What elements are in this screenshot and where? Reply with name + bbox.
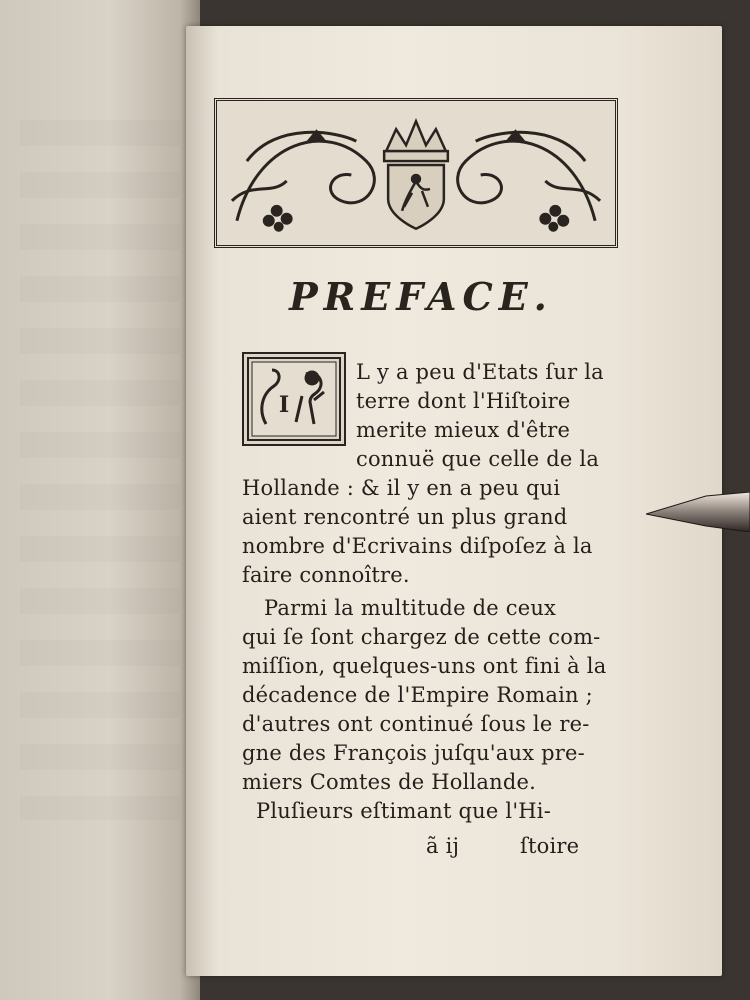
page-title: PREFACE. bbox=[289, 274, 553, 319]
left-page bbox=[0, 0, 200, 1000]
metal-pointer-icon bbox=[646, 492, 750, 532]
text-line: Pluſieurs eſtimant que l'Hi- bbox=[256, 799, 552, 823]
text-line: miers Comtes de Hollande. bbox=[242, 770, 537, 794]
text-line: merite mieux d'être bbox=[356, 418, 571, 442]
text-line: miſſion, quelques-uns ont fini à la bbox=[242, 654, 607, 678]
text-line: qui ſe ſont chargez de cette com- bbox=[242, 625, 601, 649]
decorated-initial bbox=[242, 352, 346, 446]
right-page bbox=[186, 26, 722, 976]
signature-mark: ã ij bbox=[426, 834, 460, 858]
ornamental-headpiece bbox=[214, 98, 618, 248]
text-line: nombre d'Ecrivains diſpoſez à la bbox=[242, 534, 593, 558]
show-through-text bbox=[20, 120, 180, 820]
text-line: connuë que celle de la bbox=[356, 447, 600, 471]
text-line: aient rencontré un plus grand bbox=[242, 505, 568, 529]
crown-shield-ornament-icon bbox=[217, 101, 615, 245]
text-line: d'autres ont continué ſous le re- bbox=[242, 712, 590, 736]
text-line: décadence de l'Empire Romain ; bbox=[242, 683, 593, 707]
text-line: Parmi la multitude de ceux bbox=[264, 596, 557, 620]
initial-letter: I bbox=[278, 392, 290, 418]
text-line: terre dont l'Hiſtoire bbox=[356, 389, 571, 413]
lion-initial-icon bbox=[244, 354, 344, 444]
text-line: gne des François juſqu'aux pre- bbox=[242, 741, 585, 765]
text-line: L y a peu d'Etats ſur la bbox=[356, 360, 604, 384]
text-line: Hollande : & il y en a peu qui bbox=[242, 476, 561, 500]
catchword: ſtoire bbox=[520, 834, 580, 858]
text-line: faire connoître. bbox=[242, 563, 410, 587]
